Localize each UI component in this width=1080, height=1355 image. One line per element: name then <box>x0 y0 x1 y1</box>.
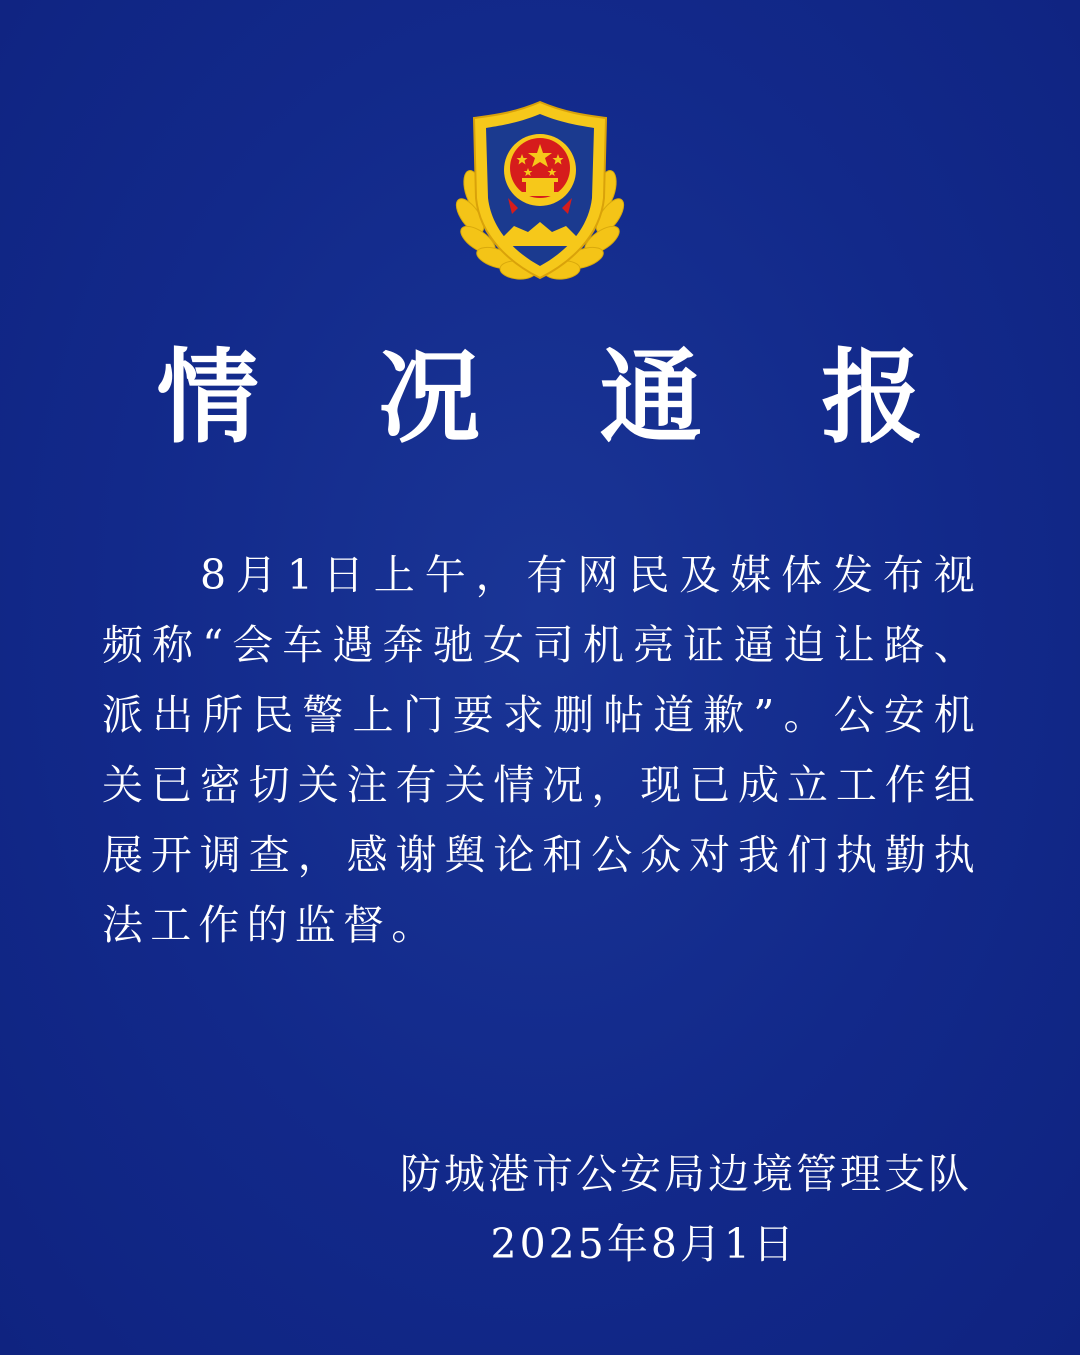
issue-date: 2025年8月1日 <box>490 1220 797 1268</box>
page-title: 情 况 通 报 <box>156 338 966 458</box>
notice-body: 8月1日上午，有网民及媒体发布视频称“会车遇奔驰女司机亮证逼迫让路、派出所民警上门要求删帖道歉”。公安机关已密切关注有关情况，现已成立工作组展开调查，感谢舆论和公众对我们执勤执法工作的监督。 <box>102 551 982 949</box>
signature-block <box>400 1140 972 1268</box>
issuing-organization: 防城港市公安局边境管理支队 <box>400 1150 972 1198</box>
police-badge-icon <box>452 98 628 284</box>
